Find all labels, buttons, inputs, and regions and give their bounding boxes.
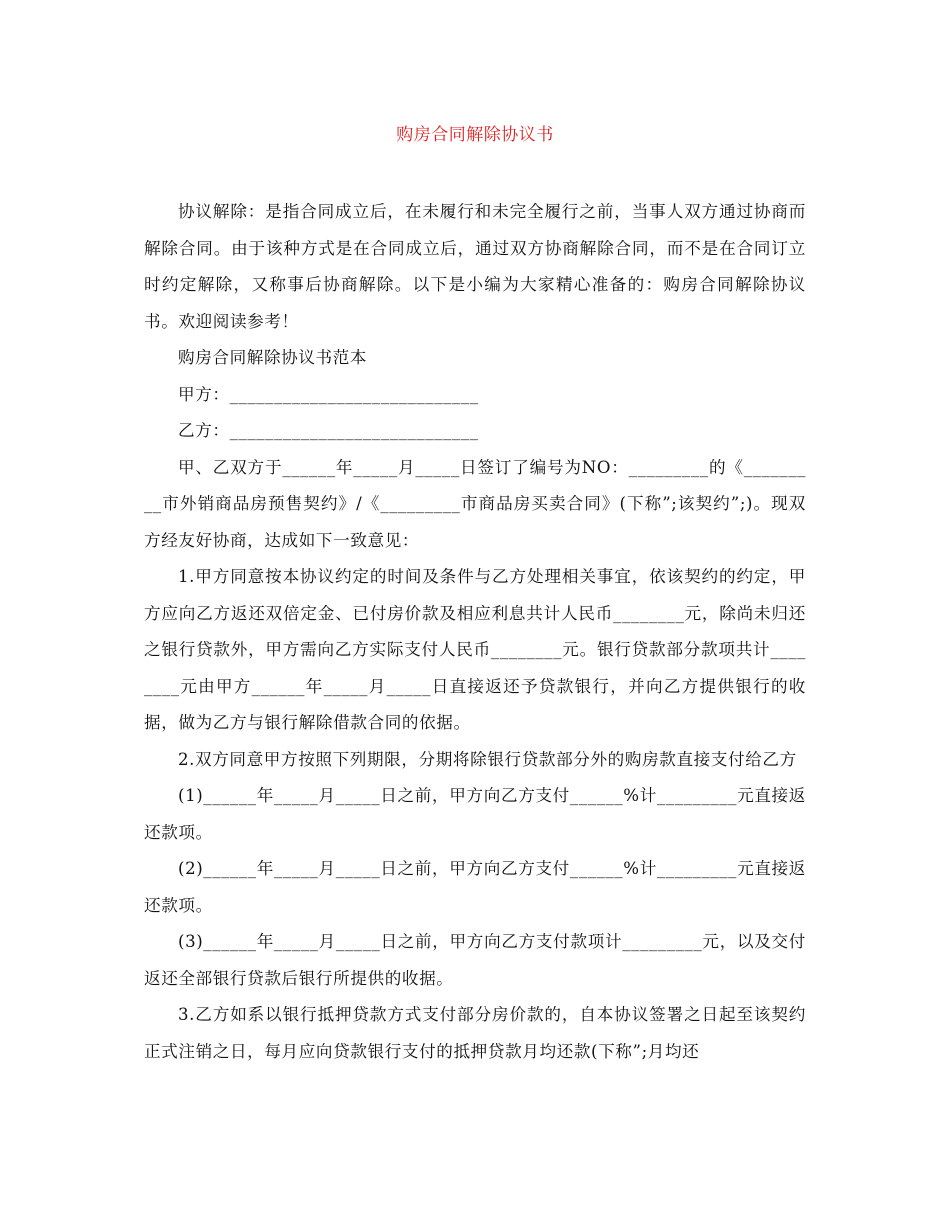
document-page bbox=[144, 118, 806, 1070]
paragraph-clause-3: 3.乙方如系以银行抵押贷款方式支付部分房价款的，自本协议签署之日起至该契约正式注销之日，每月应向贷款银行支付的抵押贷款月均还款(下称”;月均还 bbox=[144, 1005, 806, 1061]
paragraph-party-b: 乙方：____________________________ bbox=[178, 421, 479, 440]
paragraph-party-a: 甲方：____________________________ bbox=[178, 384, 479, 404]
paragraph-clause-2-item-2: (2)______年_____月_____日之前，甲方向乙方支付______%计_________元直接返还款项。 bbox=[144, 859, 806, 915]
document-title: 购房合同解除协议书 bbox=[396, 125, 554, 145]
paragraph-clause-2: 2.双方同意甲方按照下列期限，分期将除银行贷款部分外的购房款直接支付给乙方 bbox=[178, 749, 797, 769]
paragraph-clause-2-item-3: (3)______年_____月_____日之前，甲方向乙方支付款项计_________元，以及交付返还全部银行贷款后银行所提供的收据。 bbox=[144, 932, 806, 988]
paragraph-clause-1: 1.甲方同意按本协议约定的时间及条件与乙方处理相关事宜，依该契约的约定，甲方应向乙方返还双倍定金、已付房价款及相应利息共计人民币________元，除尚未归还之银行贷款外，甲方需向乙方实际支付人民币________元。银行贷款部分款项共计________元由甲方______年_____月_____日直接返还予贷款银行，并向乙方提供银行的收据，做为乙方与银行解除借款合同的依据。 bbox=[144, 567, 806, 732]
paragraph-intro: 协议解除：是指合同成立后，在未履行和未完全履行之前，当事人双方通过协商而解除合同。由于该种方式是在合同成立后，通过双方协商解除合同，而不是在合同订立时约定解除，又称事后协商解除。以下是小编为大家精心准备的：购房合同解除协议书。欢迎阅读参考！ bbox=[144, 202, 806, 331]
paragraph-preamble: 甲、乙双方于______年_____月_____日签订了编号为NO：_________的《_________市外销商品房预售契约》/《_________市商品房买卖合同》(下称”;该契约”;)。现双方经友好协商，达成如下一致意见： bbox=[144, 457, 806, 550]
paragraph-template-heading: 购房合同解除协议书范本 bbox=[178, 348, 368, 367]
paragraph-clause-2-item-1: (1)______年_____月_____日之前，甲方向乙方支付______%计_________元直接返还款项。 bbox=[144, 786, 806, 842]
